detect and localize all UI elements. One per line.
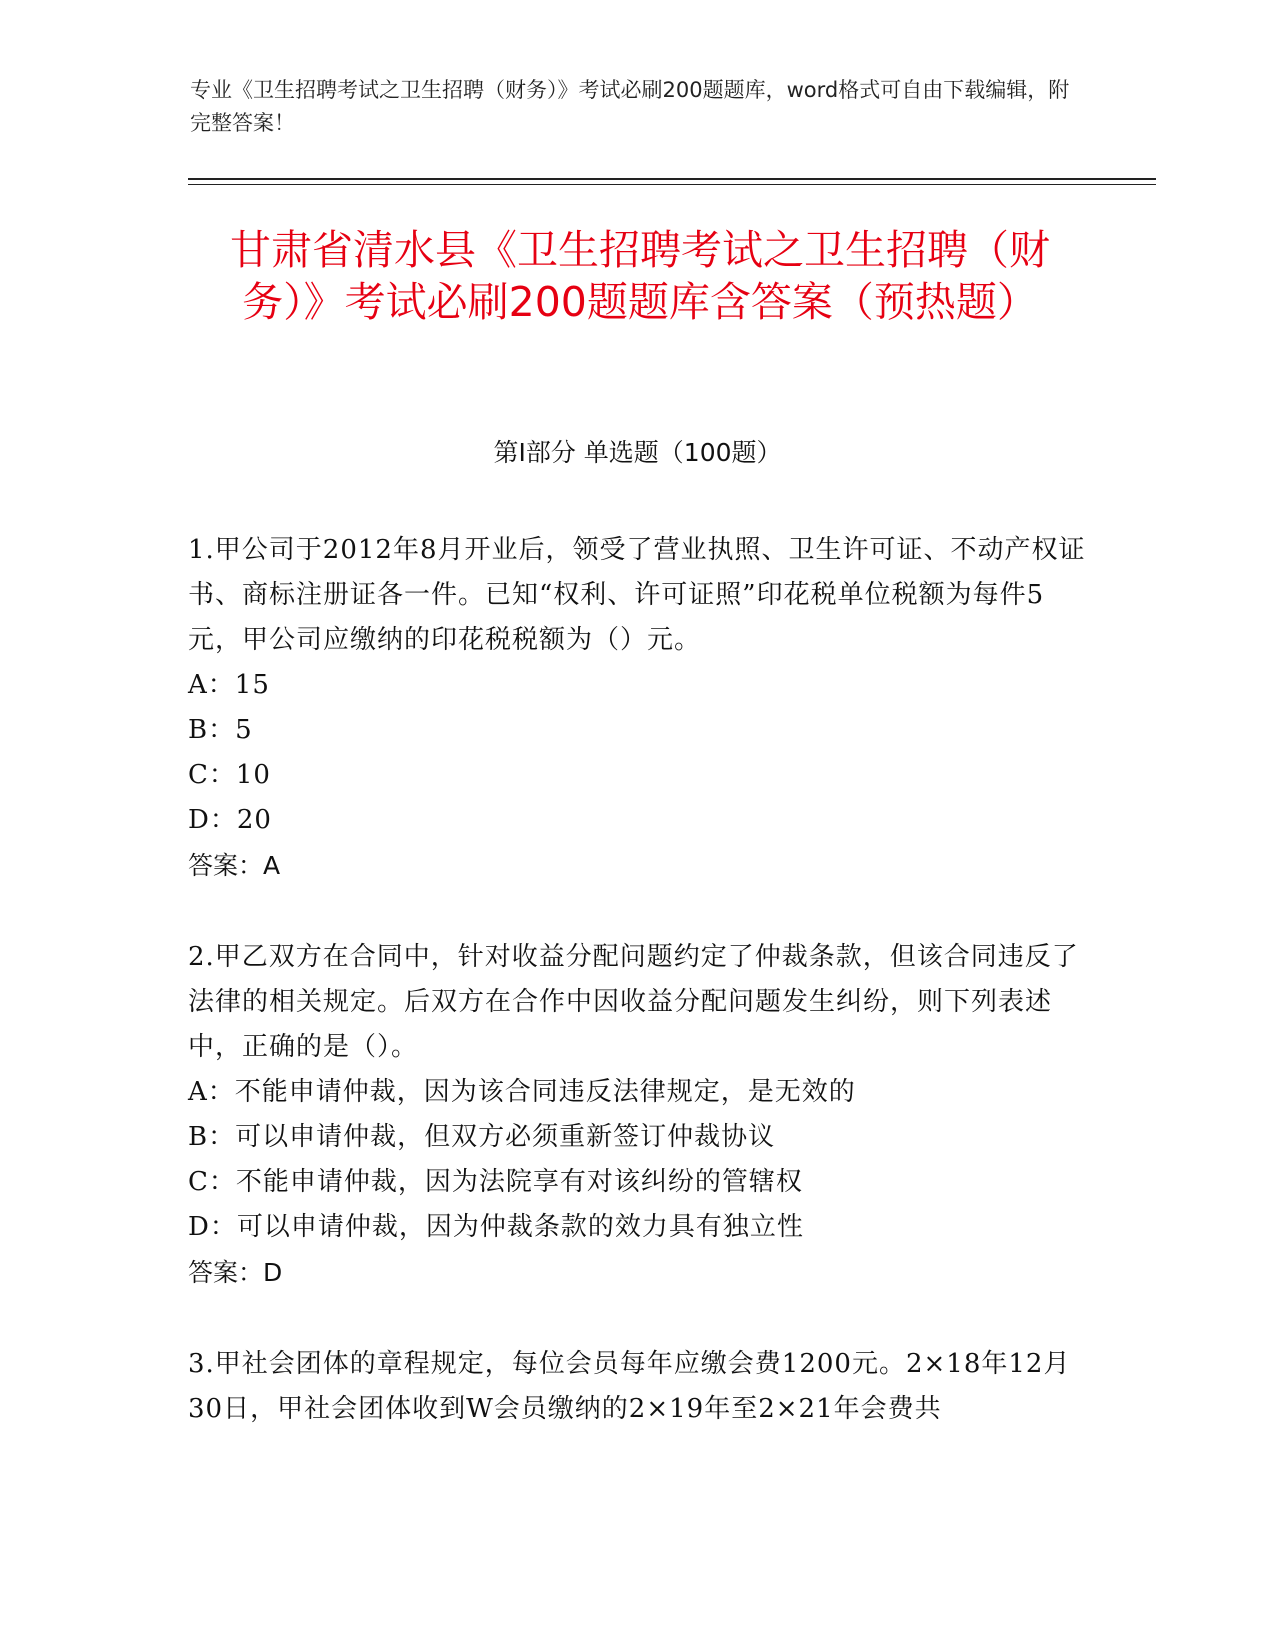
option-c: C：10 (188, 760, 271, 790)
question-2 (188, 935, 1088, 1295)
option-b: B：可以申请仲裁，但双方必须重新签订仲裁协议 (188, 1122, 776, 1152)
question-1 (188, 528, 1088, 888)
question-3 (188, 1342, 1088, 1432)
answer: 答案：D (188, 1258, 283, 1287)
header-rule-thick (188, 178, 1156, 180)
question-stem: 1.甲公司于2012年8月开业后，领受了营业执照、卫生许可证、不动产权证书、商标注册证各一件。已知“权利、许可证照”印花税单位税额为每件5元，甲公司应缴纳的印花税税额为（）元。 (188, 535, 1086, 655)
question-stem: 2.甲乙双方在合同中，针对收益分配问题约定了仲裁条款，但该合同违反了法律的相关规定。后双方在合作中因收益分配问题发生纠纷，则下列表述中，正确的是（）。 (188, 942, 1079, 1062)
header-note: 专业《卫生招聘考试之卫生招聘（财务）》考试必刷200题题库，word格式可自由下载编辑，附完整答案！ (190, 78, 1070, 135)
option-b: B：5 (188, 715, 253, 745)
option-c: C：不能申请仲裁，因为法院享有对该纠纷的管辖权 (188, 1167, 803, 1197)
header-rule-thin (188, 184, 1156, 185)
answer: 答案：A (188, 851, 281, 880)
question-stem: 3.甲社会团体的章程规定，每位会员每年应缴会费1200元。2×18年12月30日，甲社会团体收到W会员缴纳的2×19年至2×21年会费共 (188, 1349, 1071, 1424)
option-d: D：可以申请仲裁，因为仲裁条款的效力具有独立性 (188, 1212, 804, 1242)
option-a: A：不能申请仲裁，因为该合同违反法律规定，是无效的 (188, 1077, 856, 1107)
document-title: 甘肃省清水县《卫生招聘考试之卫生招聘（财务）》考试必刷200题题库含答案（预热题） (230, 226, 1050, 326)
section-title: 第Ⅰ部分 单选题（100题） (493, 438, 782, 467)
option-a: A：15 (188, 670, 270, 700)
option-d: D：20 (188, 805, 272, 835)
